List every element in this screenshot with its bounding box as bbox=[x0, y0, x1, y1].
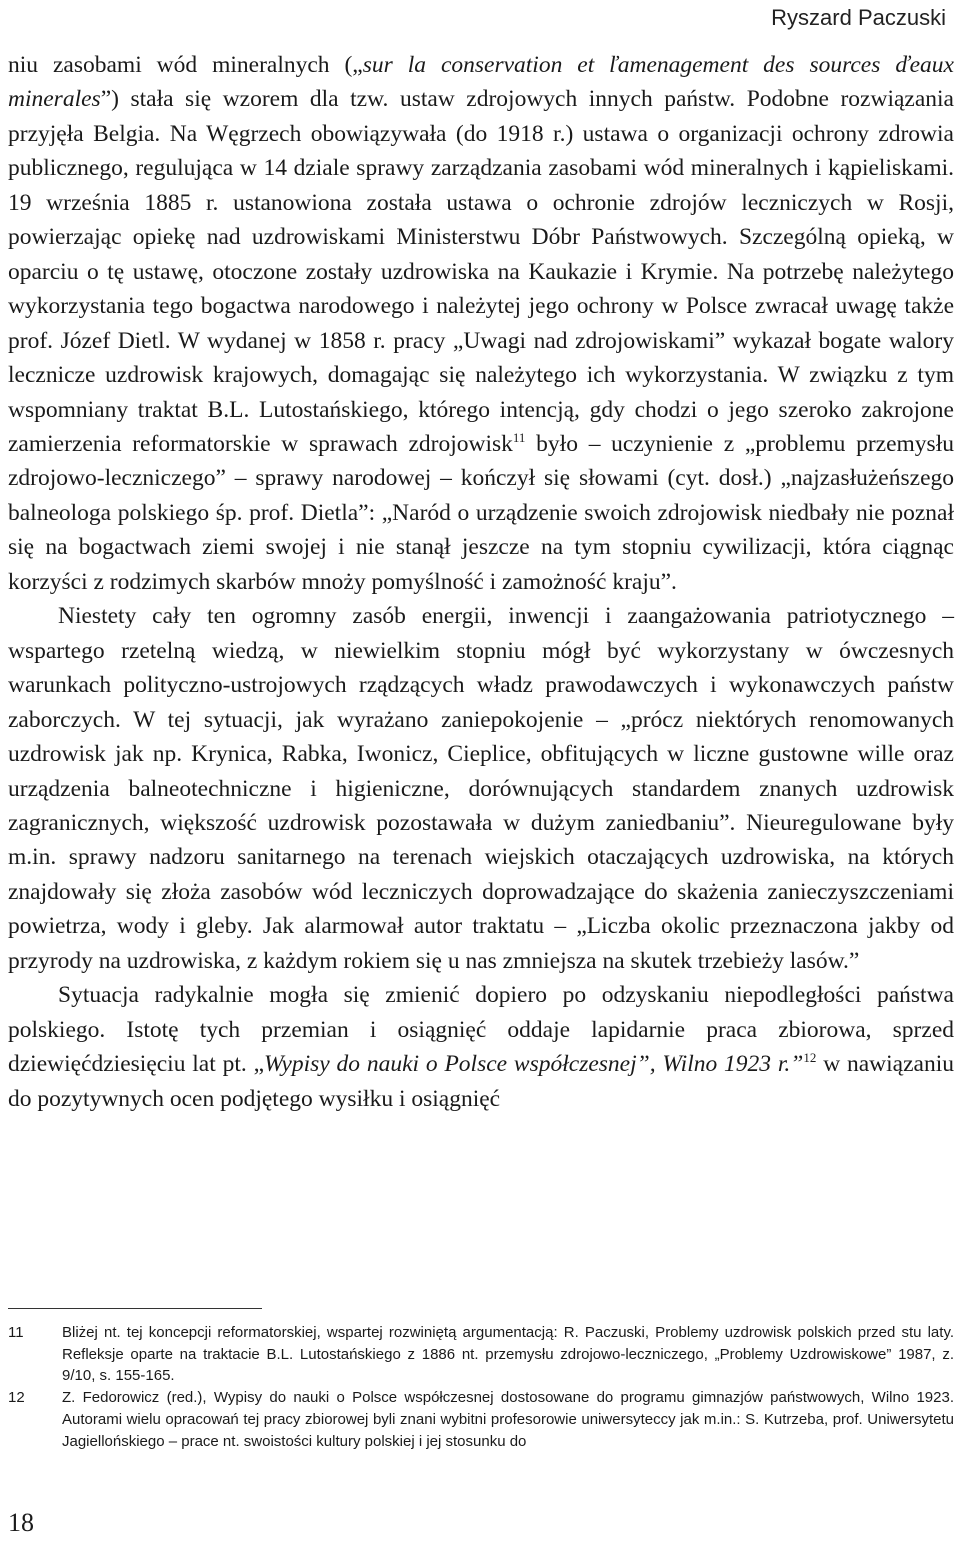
p1-italic-title: sur la conservation et ľamenagement des sources ďeaux minerales bbox=[8, 52, 954, 113]
p3-text-1: Sytuacja radykalnie mogła się zmienić dopiero po odzyskaniu niepodległości państwa polskiego. Istotę tych przemian i osiągnięć oddaje lapidarnie praca zbiorowa, sprzed dziewięćdziesięciu lat pt. „ bbox=[8, 982, 954, 1078]
p3-text-2: w nawiązaniu do pozytywnych ocen podjętego wysiłku i osiągnięć bbox=[8, 1051, 954, 1112]
running-header-author: Ryszard Paczuski bbox=[771, 5, 946, 30]
footnote-number: 12 bbox=[8, 1389, 25, 1407]
paragraph-2: Niestety cały ten ogromny zasób energii, inwencji i zaangażowania patriotycznego – wspartego rzetelną wiedzą, w niewielkim stopniu mógł być wykorzystany w ówczesnych warunkach polityczno-ustrojowych rządzących władz prawodawczych i wykonawczych państw zaborczych. W tej sytuacji, jak wyrażano zaniepokojenie – „prócz niektórych renomowanych uzdrowisk jak np. Krynica, Rabka, Iwonicz, Cieplice, obfitujących w liczne gustowne wille oraz urządzenia balneotechniczne i higieniczne, dorównujących standardem znanych uzdrowisk zagranicznych, większość uzdrowisk pozostawała w dużym zaniedbaniu”. Nieuregulowane były m.in. sprawy nadzoru sanitarnego na terenach wiejskich otaczających uzdrowiska, na których znajdowały się złoża zasobów wód leczniczych doprowadzające do skażenia zanieczyszczeniami powietrza, wody i gleby. Jak alarmował autor traktatu – „Liczba okolic przeznaczona jakby od przyrody na uzdrowiska, z każdym rokiem się u nas zmniejsza na skutek trzebieży lasów.” bbox=[8, 603, 954, 974]
footnote-ref-12[interactable]: 12 bbox=[803, 1050, 817, 1066]
footnote-separator bbox=[8, 1308, 262, 1309]
p1-text-3: było – uczynienie z „problemu przemysłu zdrojowo-leczniczego” – sprawy narodowej – kończył się słowami (cyt. dosł.) „najzasłużeńszego balneologa polskiego śp. prof. Dietla”: „Naród o urządzenie swoich zdrojowisk niedbały nie poznał się na bogactwach ziemi swojej i nie stanął jeszcze na tym stopniu cywilizacji, która ciągnąc korzyści z rodzimych skarbów mnoży pomyślność i zamożność kraju”. bbox=[8, 430, 954, 595]
footnote-text: Bliżej nt. tej koncepcji reformatorskiej, wspartej rozwiniętą argumentacją: R. Paczuski, Problemy uzdrowisk polskich przed stu laty. Refleksje oparte na traktacie B.L. Lutostańskiego z 1886 nt. przemysłu zdrojowo-leczniczego, „Problemy Uzdrowiskowe” 1987, z. 9/10, s. 155-165. bbox=[62, 1324, 954, 1385]
paragraph-1 bbox=[8, 48, 954, 599]
paragraph-3 bbox=[8, 978, 954, 1116]
footnote-ref-11[interactable]: 11 bbox=[512, 429, 526, 445]
p3-italic-title: Wypisy do nauki o Polsce współczesnej”, Wilno 1923 r.” bbox=[264, 1051, 804, 1078]
footnote-item bbox=[8, 1387, 954, 1452]
p1-text-1: niu zasobami wód mineralnych („ bbox=[8, 52, 363, 78]
body-text bbox=[8, 48, 954, 1116]
p1-text-2: ”) stała się wzorem dla tzw. ustaw zdrojowych innych państw. Podobne rozwiązania przyjęła Belgia. Na Węgrzech obowiązywała (do 1918 r.) ustawa o organizacji ochrony zdrowia publicznego, regulująca w 14 dziale sprawy zarządzania zasobami wód mineralnych i kąpieliskami. 19 września 1885 r. ustanowiona została ustawa o ochronie zdrojów leczniczych w Rosji, powierzając opiekę nad uzdrowiskami Ministerstwu Dóbr Państwowych. Szczególną opieką, w oparciu o tę ustawę, otoczone zostały uzdrowiska na Kaukazie i Krymie. Na potrzebę należytego wykorzystania tego bogactwa narodowego i należytej jego ochrony w Polsce zwracał uwagę także prof. Józef Dietl. W wydanej w 1858 r. pracy „Uwagi nad zdrojowiskami” wykazał bogate walory lecznicze uzdrowisk krajowych, domagając się należytego ich wykorzystania. W związku z tym wspomniany traktat B.L. Lutostańskiego, którego intencją, gdy chodzi o jego szeroko zakrojone zamierzenia reformatorskie w sprawach zdrojowisk bbox=[8, 86, 954, 457]
page-number: 18 bbox=[8, 1508, 34, 1537]
footnote-item bbox=[8, 1322, 954, 1387]
footnote-text: Z. Fedorowicz (red.), Wypisy do nauki o Polsce współczesnej dostosowane do programu gimnazjów państwowych, Wilno 1923. Autorami wielu opracowań tej pracy zbiorowej byli znani wybitni profesorowie uniwersyteccy jak m.in.: S. Kutrzeba, prof. Uniwersytetu Jagiellońskiego – prace nt. swoistości kultury polskiej i jej stosunku do bbox=[62, 1389, 954, 1450]
footnotes bbox=[8, 1322, 954, 1452]
footnote-number: 11 bbox=[8, 1324, 24, 1341]
